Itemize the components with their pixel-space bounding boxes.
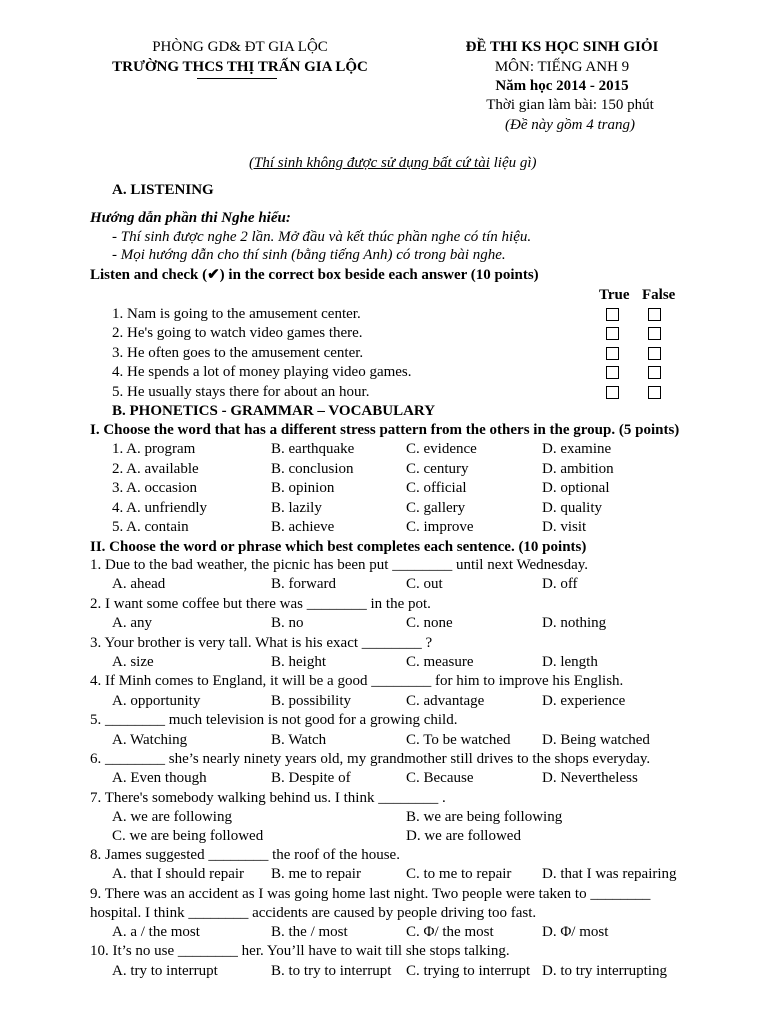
answer-option: D. length xyxy=(542,654,598,670)
stress-option: 1. A. program xyxy=(112,441,196,457)
true-checkbox[interactable] xyxy=(606,308,619,321)
stress-option: D. ambition xyxy=(542,461,614,477)
listening-item: 4. He spends a lot of money playing video games. xyxy=(112,364,412,380)
stress-option: B. earthquake xyxy=(271,441,355,457)
stress-option: 2. A. available xyxy=(112,461,199,477)
stress-option: 3. A. occasion xyxy=(112,480,197,496)
header-subject: MÔN: TIẾNG ANH 9 xyxy=(494,59,630,75)
false-checkbox[interactable] xyxy=(648,347,661,360)
part2-title: II. Choose the word or phrase which best completes each sentence. (10 points) xyxy=(90,539,587,555)
true-column-header: True xyxy=(599,287,630,303)
stress-option: D. examine xyxy=(542,441,612,457)
question-text: 7. There's somebody walking behind us. I think ________ . xyxy=(90,790,446,806)
answer-option: C. To be watched xyxy=(406,732,511,748)
listening-item: 3. He often goes to the amusement center. xyxy=(112,345,364,361)
answer-option: C. to me to repair xyxy=(406,866,512,882)
question-text: 1. Due to the bad weather, the picnic has been put ________ until next Wednesday. xyxy=(90,557,589,573)
false-checkbox[interactable] xyxy=(648,366,661,379)
answer-option: D. experience xyxy=(542,693,626,709)
answer-option: D. to try interrupting xyxy=(542,963,667,979)
stress-option: D. quality xyxy=(542,500,602,516)
answer-option: B. to try to interrupt xyxy=(271,963,392,979)
header-page-count: (Đề này gồm 4 trang) xyxy=(505,117,635,133)
header-school: TRƯỜNG THCS THỊ TRẤN GIA LỘC xyxy=(112,59,368,75)
stress-option: C. century xyxy=(406,461,469,477)
answer-option: D. Being watched xyxy=(542,732,650,748)
notice-rest: liệu gì) xyxy=(489,155,537,171)
stress-option: D. optional xyxy=(542,480,610,496)
stress-option: B. achieve xyxy=(271,519,335,535)
answer-option: D. that I was repairing xyxy=(542,866,677,882)
part1-title: I. Choose the word that has a different stress pattern from the others in the group. (5 points) xyxy=(90,422,680,438)
answer-option: D. off xyxy=(542,576,578,592)
true-checkbox[interactable] xyxy=(606,347,619,360)
answer-option: A. opportunity xyxy=(112,693,201,709)
answer-option: A. a / the most xyxy=(112,924,200,940)
answer-option: A. any xyxy=(112,615,152,631)
answer-option: B. height xyxy=(271,654,326,670)
header-exam-title: ĐỀ THI KS HỌC SINH GIỎI xyxy=(465,39,659,55)
question-text: 2. I want some coffee but there was ________ in the pot. xyxy=(90,596,431,612)
answer-option: A. we are following xyxy=(112,809,232,825)
listening-guide-2: - Mọi hướng dẫn cho thí sinh (bằng tiếng Anh) có trong bài nghe. xyxy=(112,247,506,263)
answer-option: D. Φ/ most xyxy=(542,924,609,940)
answer-option: A. Even though xyxy=(112,770,207,786)
stress-option: C. improve xyxy=(406,519,474,535)
listening-item: 5. He usually stays there for about an hour. xyxy=(112,384,370,400)
true-checkbox[interactable] xyxy=(606,327,619,340)
answer-option: B. we are being following xyxy=(406,809,563,825)
answer-option: C. Φ/ the most xyxy=(406,924,494,940)
header-underline xyxy=(197,78,277,79)
stress-option: 5. A. contain xyxy=(112,519,189,535)
question-text: 10. It’s no use ________ her. You’ll have to wait till she stops talking. xyxy=(90,943,510,959)
question-text: hospital. I think ________ accidents are caused by people driving too fast. xyxy=(90,905,537,921)
stress-option: C. official xyxy=(406,480,467,496)
answer-option: C. out xyxy=(406,576,443,592)
stress-option: B. opinion xyxy=(271,480,335,496)
notice-underlined: (Thí sinh không được sử dụng bất cứ tài xyxy=(249,155,490,171)
answer-option: C. Because xyxy=(406,770,474,786)
answer-option: D. Nevertheless xyxy=(542,770,638,786)
answer-option: C. none xyxy=(406,615,453,631)
listening-item: 1. Nam is going to the amusement center. xyxy=(112,306,361,322)
stress-option: C. evidence xyxy=(406,441,477,457)
answer-option: B. the / most xyxy=(271,924,348,940)
answer-option: A. try to interrupt xyxy=(112,963,218,979)
header-duration: Thời gian làm bài: 150 phút xyxy=(486,97,654,113)
listening-title: A. LISTENING xyxy=(112,182,214,198)
listening-guide-1: - Thí sinh được nghe 2 lần. Mở đầu và kết thúc phần nghe có tín hiệu. xyxy=(112,229,532,245)
answer-option: A. Watching xyxy=(112,732,188,748)
answer-option: A. ahead xyxy=(112,576,166,592)
stress-option: B. lazily xyxy=(271,500,322,516)
question-text: 9. There was an accident as I was going home last night. Two people were taken to ________ xyxy=(90,886,651,902)
answer-option: B. me to repair xyxy=(271,866,361,882)
answer-option: D. we are followed xyxy=(406,828,521,844)
answer-option: B. no xyxy=(271,615,304,631)
stress-option: 4. A. unfriendly xyxy=(112,500,207,516)
question-text: 3. Your brother is very tall. What is his exact ________ ? xyxy=(90,635,433,651)
true-checkbox[interactable] xyxy=(606,386,619,399)
notice xyxy=(249,154,537,173)
question-text: 8. James suggested ________ the roof of the house. xyxy=(90,847,400,863)
header-school-year: Năm học 2014 - 2015 xyxy=(495,78,629,94)
answer-option: B. Watch xyxy=(271,732,327,748)
answer-option: D. nothing xyxy=(542,615,607,631)
question-text: 6. ________ she’s nearly ninety years old, my grandmother still drives to the shops everyday. xyxy=(90,751,651,767)
false-checkbox[interactable] xyxy=(648,308,661,321)
listening-instruction: Listen and check (✔) in the correct box beside each answer (10 points) xyxy=(90,267,539,283)
answer-option: C. advantage xyxy=(406,693,485,709)
stress-option: B. conclusion xyxy=(271,461,354,477)
false-checkbox[interactable] xyxy=(648,327,661,340)
stress-option: C. gallery xyxy=(406,500,466,516)
answer-option: B. forward xyxy=(271,576,336,592)
listening-guide-title: Hướng dẫn phần thi Nghe hiểu: xyxy=(90,210,291,226)
question-text: 5. ________ much television is not good for a growing child. xyxy=(90,712,458,728)
answer-option: C. we are being followed xyxy=(112,828,264,844)
false-column-header: False xyxy=(642,287,676,303)
listening-item: 2. He's going to watch video games there. xyxy=(112,325,363,341)
false-checkbox[interactable] xyxy=(648,386,661,399)
question-text: 4. If Minh comes to England, it will be a good ________ for him to improve his English. xyxy=(90,673,624,689)
answer-option: C. measure xyxy=(406,654,474,670)
answer-option: B. possibility xyxy=(271,693,352,709)
header-department: PHÒNG GD& ĐT GIA LỘC xyxy=(152,39,328,55)
answer-option: A. that I should repair xyxy=(112,866,245,882)
stress-option: D. visit xyxy=(542,519,587,535)
section-b-title: B. PHONETICS - GRAMMAR – VOCABULARY xyxy=(112,403,436,419)
answer-option: B. Despite of xyxy=(271,770,351,786)
answer-option: A. size xyxy=(112,654,154,670)
true-checkbox[interactable] xyxy=(606,366,619,379)
answer-option: C. trying to interrupt xyxy=(406,963,531,979)
